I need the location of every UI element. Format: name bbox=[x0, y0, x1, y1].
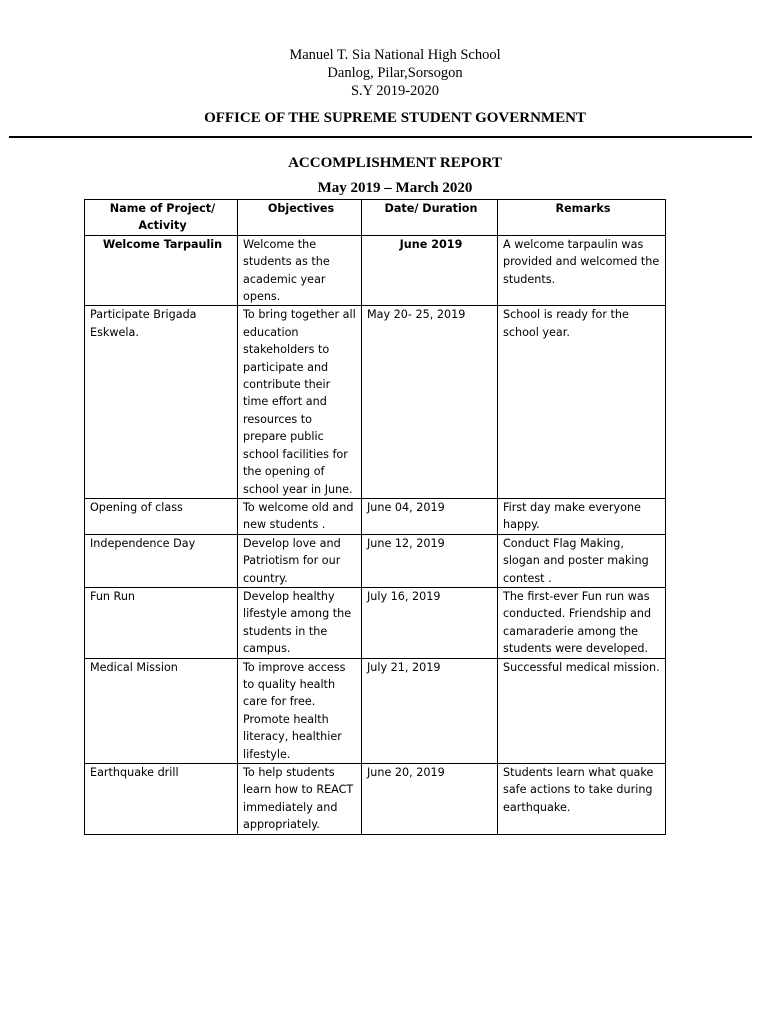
cell-remarks: Successful medical mission. bbox=[498, 658, 666, 763]
cell-date: June 20, 2019 bbox=[362, 764, 498, 835]
cell-date: June 12, 2019 bbox=[362, 534, 498, 587]
cell-remarks: A welcome tarpaulin was provided and welcomed the students. bbox=[498, 235, 666, 306]
cell-remarks: First day make everyone happy. bbox=[498, 498, 666, 534]
cell-objectives: To help students learn how to REACT immediately and appropriately. bbox=[238, 764, 362, 835]
objective-line: To improve access to quality health care for free. bbox=[243, 660, 346, 709]
cell-objectives: Develop love and Patriotism for our country. bbox=[238, 534, 362, 587]
school-name: Manuel T. Sia National High School bbox=[289, 47, 501, 63]
table-row bbox=[85, 764, 666, 835]
report-period: May 2019 – March 2020 bbox=[317, 180, 473, 196]
objective-line: Promote health literacy, healthier lifestyle. bbox=[243, 712, 342, 761]
school-address: Danlog, Pilar,Sorsogon bbox=[327, 65, 463, 81]
cell-activity: Fun Run bbox=[85, 587, 238, 658]
cell-remarks: Conduct Flag Making, slogan and poster making contest . bbox=[498, 534, 666, 587]
cell-date: May 20- 25, 2019 bbox=[362, 306, 498, 498]
table-row bbox=[85, 658, 666, 763]
cell-objectives: Develop healthy lifestyle among the students in the campus. bbox=[238, 587, 362, 658]
header-divider bbox=[9, 136, 752, 138]
table-row bbox=[85, 235, 666, 306]
header-date: Date/ Duration bbox=[362, 200, 498, 236]
cell-objectives: To bring together all education stakeholders to participate and contribute their time effort and resources to prepare public school facilities for the opening of school year in June. bbox=[238, 306, 362, 498]
cell-objectives bbox=[238, 658, 362, 763]
cell-date: June 04, 2019 bbox=[362, 498, 498, 534]
cell-objectives: Welcome the students as the academic year opens. bbox=[238, 235, 362, 306]
document-header bbox=[0, 46, 768, 100]
accomplishment-table bbox=[84, 199, 666, 835]
cell-activity: Earthquake drill bbox=[85, 764, 238, 835]
cell-date: June 2019 bbox=[362, 235, 498, 306]
cell-date: July 16, 2019 bbox=[362, 587, 498, 658]
report-title: ACCOMPLISHMENT REPORT bbox=[288, 155, 502, 171]
cell-remarks: The first-ever Fun run was conducted. Friendship and camaraderie among the students were developed. bbox=[498, 587, 666, 658]
office-title: OFFICE OF THE SUPREME STUDENT GOVERNMENT bbox=[204, 110, 586, 126]
cell-activity: Welcome Tarpaulin bbox=[85, 235, 238, 306]
table-row bbox=[85, 534, 666, 587]
cell-activity: Participate Brigada Eskwela. bbox=[85, 306, 238, 498]
table-row bbox=[85, 498, 666, 534]
cell-remarks: Students learn what quake safe actions to take during earthquake. bbox=[498, 764, 666, 835]
table-row bbox=[85, 306, 666, 498]
header-remarks: Remarks bbox=[498, 200, 666, 236]
cell-objectives: To welcome old and new students . bbox=[238, 498, 362, 534]
cell-date: July 21, 2019 bbox=[362, 658, 498, 763]
cell-activity: Opening of class bbox=[85, 498, 238, 534]
cell-activity: Independence Day bbox=[85, 534, 238, 587]
school-year: S.Y 2019-2020 bbox=[350, 83, 440, 99]
cell-activity: Medical Mission bbox=[85, 658, 238, 763]
cell-remarks: School is ready for the school year. bbox=[498, 306, 666, 498]
header-activity: Name of Project/ Activity bbox=[85, 200, 238, 236]
header-objectives: Objectives bbox=[238, 200, 362, 236]
table-header-row bbox=[85, 200, 666, 236]
table-row bbox=[85, 587, 666, 658]
